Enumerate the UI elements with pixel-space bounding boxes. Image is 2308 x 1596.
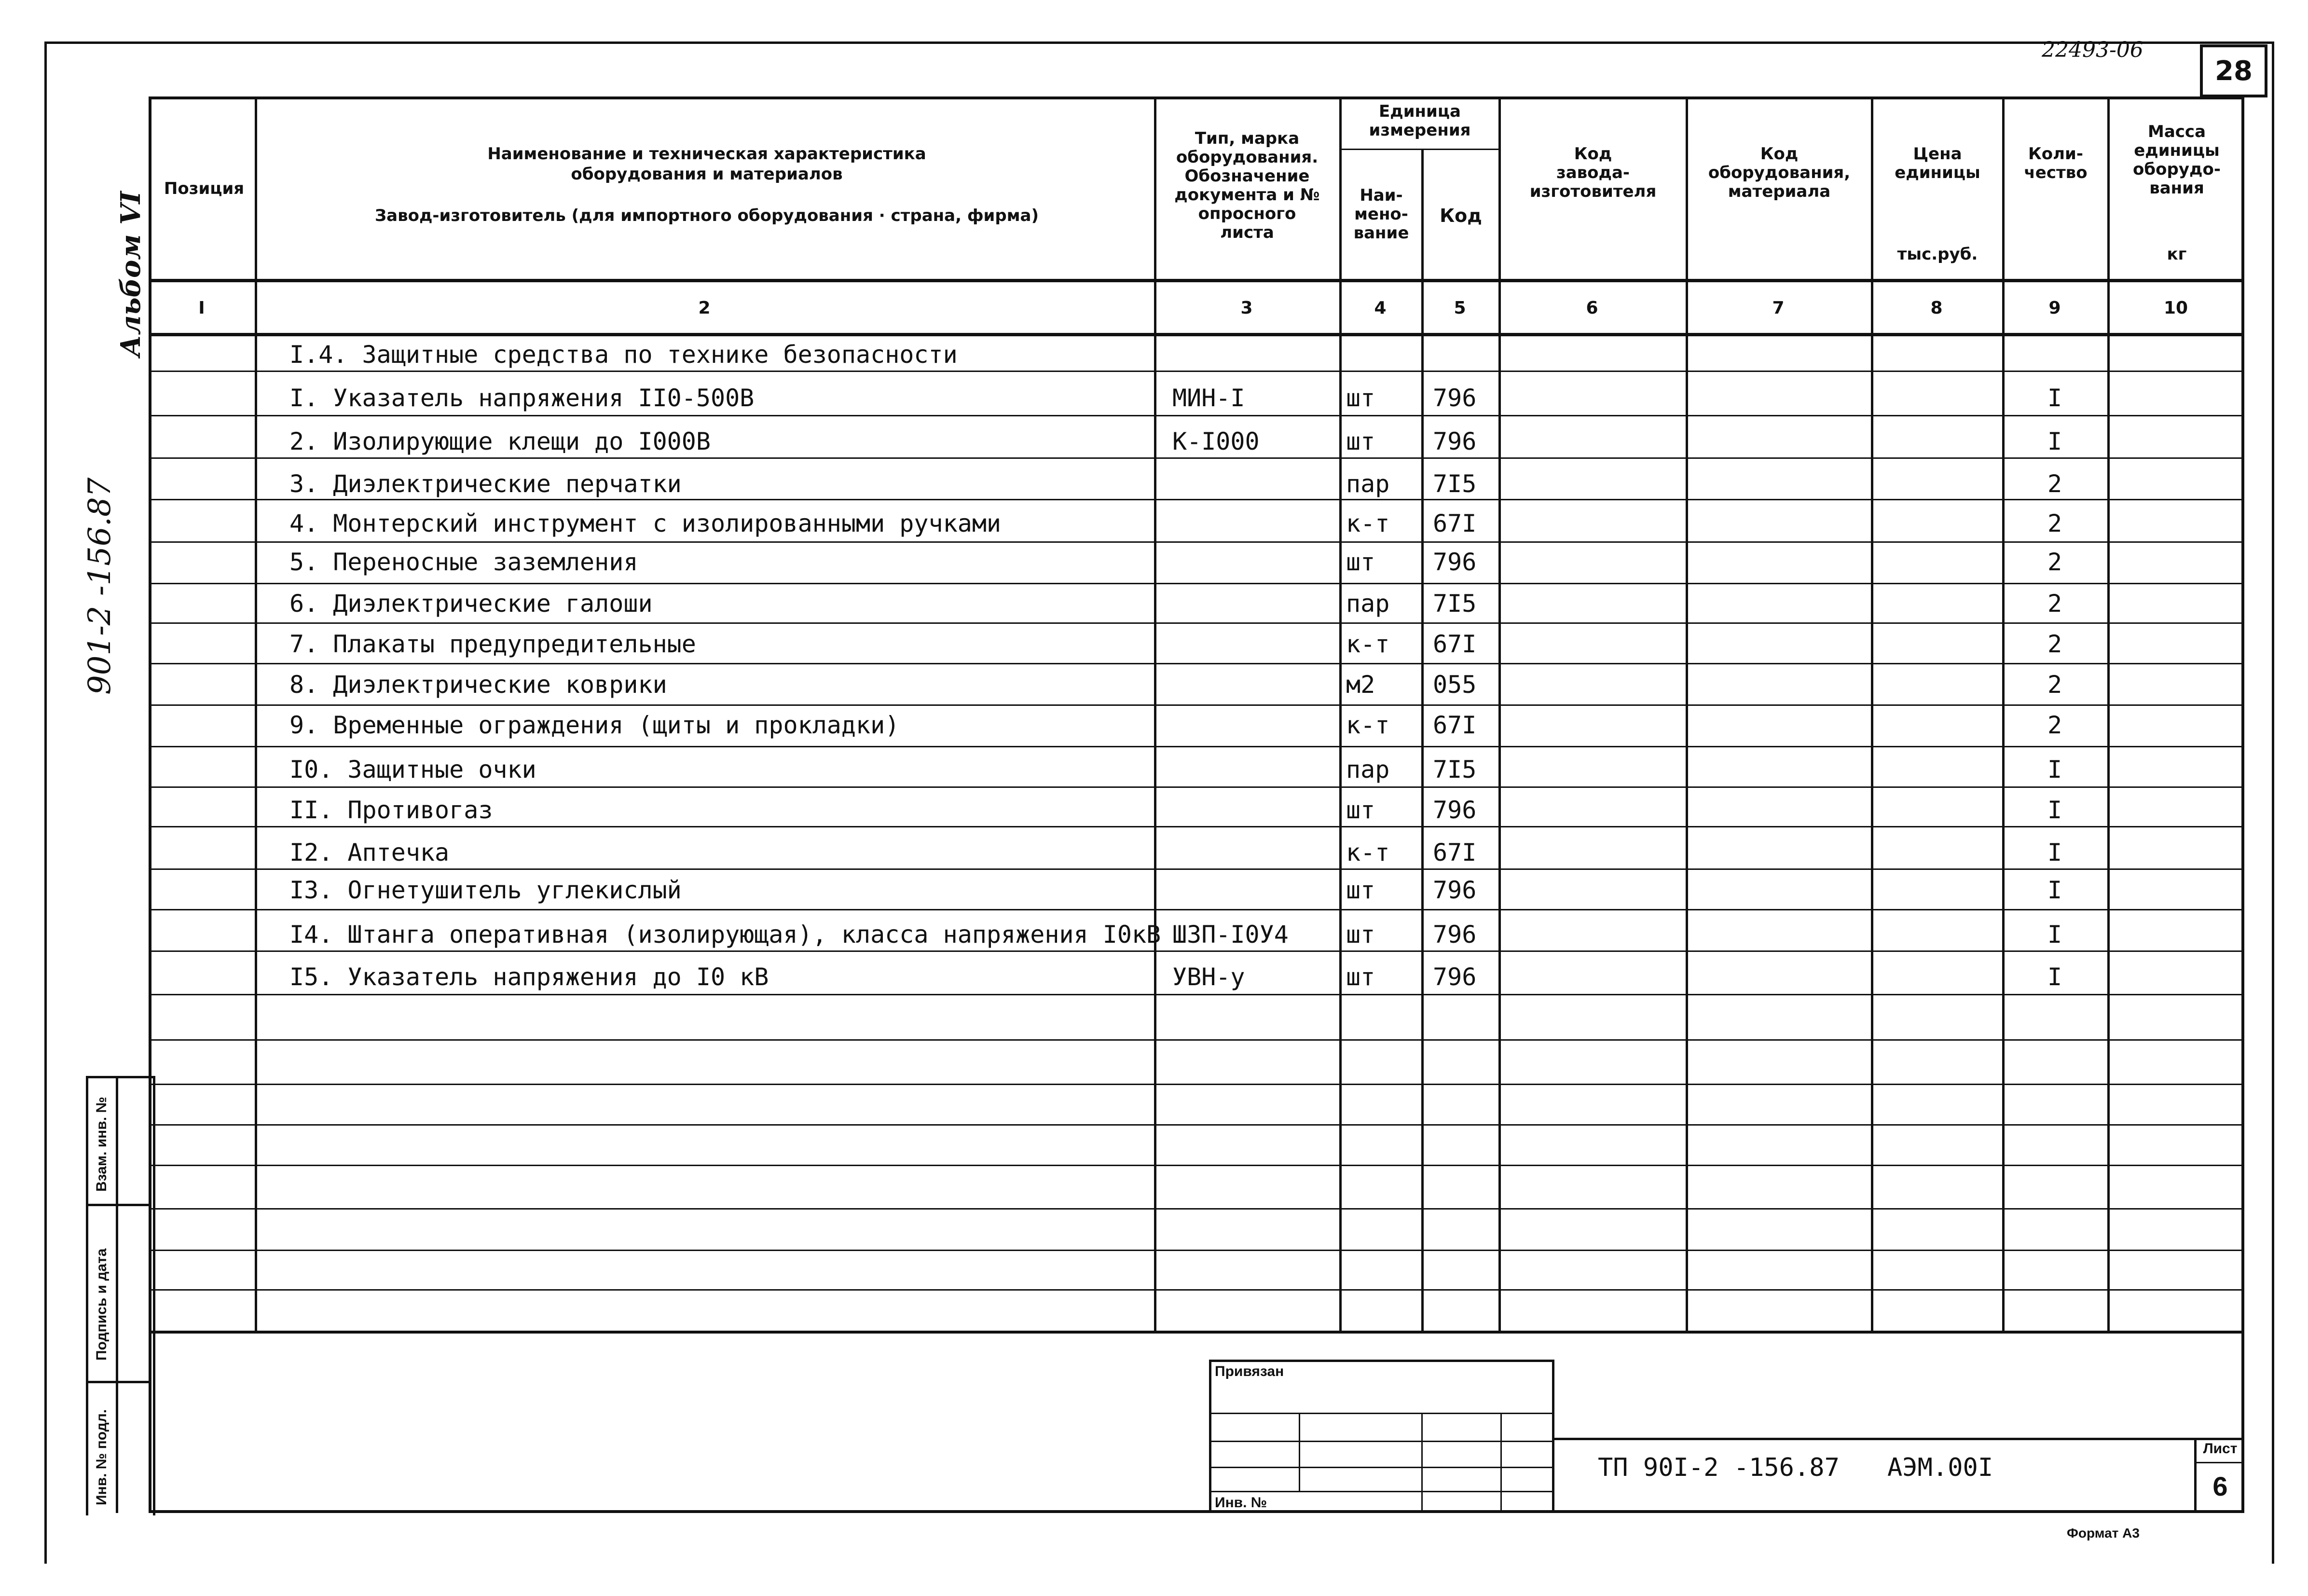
row-name: I3. Огнетушитель углекислый: [289, 876, 682, 904]
row-qty: 2: [2047, 470, 2062, 498]
row-code: 796: [1433, 876, 1477, 904]
row-type: УВН-у: [1172, 963, 1245, 991]
row-code: 796: [1433, 384, 1477, 412]
row-unit: шт: [1346, 548, 1375, 576]
row-code: 67I: [1433, 711, 1477, 739]
row-line: [149, 1165, 2244, 1166]
row-line: [149, 499, 2244, 500]
row-name: 6. Диэлектрические галоши: [289, 590, 653, 618]
row-code: 796: [1433, 427, 1477, 455]
header-col6: [1500, 145, 1686, 201]
row-unit: шт: [1346, 876, 1375, 904]
header-col4-l3: вание: [1353, 223, 1409, 243]
row-line: [149, 704, 2244, 706]
privyazan-label: Привязан: [1215, 1363, 1284, 1379]
row-unit: к-т: [1346, 711, 1390, 739]
colnum-4: 4: [1374, 298, 1387, 318]
row-code: 67I: [1433, 509, 1477, 537]
row-line: [149, 541, 2244, 543]
row-line: [149, 583, 2244, 584]
header-col8-l1: Цена: [1913, 144, 1962, 164]
list-number: 6: [2212, 1471, 2228, 1501]
row-line: [149, 909, 2244, 910]
row-qty: 2: [2047, 548, 2062, 576]
header-col7-l1: Код: [1760, 144, 1799, 164]
header-col3-l3: Обозначение: [1184, 166, 1310, 186]
row-qty: 2: [2047, 590, 2062, 618]
header-col3-l5: опросного: [1198, 204, 1296, 224]
row-line: [149, 1084, 2244, 1085]
header-col7-l2: оборудования,: [1708, 163, 1851, 183]
row-qty: I: [2047, 963, 2062, 991]
row-code: 7I5: [1433, 470, 1477, 498]
header-col7: [1688, 145, 1871, 201]
header-col10-l4: вания: [2149, 179, 2204, 198]
format-label: Формат А3: [2067, 1526, 2140, 1541]
header-col8-l2: единицы: [1895, 163, 1980, 183]
header-col3-l6: листа: [1220, 223, 1274, 243]
row-line: [149, 457, 2244, 459]
header-col6-l2: завода-: [1556, 163, 1630, 183]
row-qty: 2: [2047, 671, 2062, 699]
row-code: 796: [1433, 921, 1477, 949]
row-code: 055: [1433, 671, 1477, 699]
header-col2-line2: оборудования и материалов: [571, 165, 843, 184]
header-col3-l2: оборудования.: [1176, 148, 1319, 167]
row-unit: м2: [1346, 671, 1375, 699]
podpis-label: Подпись и дата: [94, 1248, 110, 1361]
row-code: 7I5: [1433, 590, 1477, 618]
row-name: I. Указатель напряжения II0-500В: [289, 384, 755, 412]
header-unit-group: [1341, 102, 1498, 140]
row-name: 4. Монтерский инструмент с изолированными ручками: [289, 509, 1002, 537]
colnum-1: I: [198, 298, 205, 318]
row-code: 796: [1433, 548, 1477, 576]
row-unit: шт: [1346, 921, 1375, 949]
colnum-10: 10: [2163, 298, 2188, 318]
row-line: [149, 622, 2244, 624]
header-col2-line3: Завод-изготовитель (для импортного оборудования · страна, фирма): [374, 206, 1039, 225]
privyazan-stamp: [1209, 1360, 1554, 1513]
row-code: 67I: [1433, 839, 1477, 867]
doc-number-top: 22493-06: [2042, 38, 2143, 62]
row-line: [149, 746, 2244, 747]
header-col2-line1: Наименование и техническая характеристика: [487, 144, 926, 164]
row-name: 3. Диэлектрические перчатки: [289, 470, 682, 498]
header-col6-l3: изготовителя: [1529, 182, 1657, 202]
row-line: [149, 868, 2244, 870]
colnum-5: 5: [1454, 298, 1466, 318]
colnum-6: 6: [1586, 298, 1598, 318]
row-name: 7. Плакаты предупредительные: [289, 630, 696, 658]
row-unit: пар: [1346, 470, 1390, 498]
row-code: 796: [1433, 963, 1477, 991]
row-name: 9. Временные ограждения (щиты и прокладки): [289, 711, 900, 739]
header-col9-l2: чество: [2024, 163, 2088, 183]
row-qty: 2: [2047, 711, 2062, 739]
row-name: I2. Аптечка: [289, 839, 450, 867]
colnum-2: 2: [698, 298, 711, 318]
header-col10-l1: Масса: [2147, 122, 2206, 141]
row-line: [149, 994, 2244, 995]
header-col3: [1156, 129, 1338, 243]
row-name: I4. Штанга оперативная (изолирующая), класса напряжения I0кВ: [289, 921, 1161, 949]
row-qty: I: [2047, 796, 2062, 824]
header-col10-l3: оборудо-: [2133, 160, 2221, 179]
row-unit: к-т: [1346, 630, 1390, 658]
row-code: 7I5: [1433, 756, 1477, 784]
row-unit: к-т: [1346, 509, 1390, 537]
colnum-9: 9: [2048, 298, 2061, 318]
row-qty: I: [2047, 756, 2062, 784]
row-type: К-I000: [1172, 427, 1260, 455]
row-name: II. Противогаз: [289, 796, 493, 824]
header-col3-l4: документа и №: [1174, 185, 1320, 205]
page-box: 28: [2200, 44, 2267, 97]
header-col9: [2004, 145, 2107, 182]
album-label: Альбом VI: [115, 191, 147, 357]
row-type: МИН-I: [1172, 384, 1245, 412]
header-unit-l1: Единица: [1379, 102, 1461, 121]
row-code: 67I: [1433, 630, 1477, 658]
row-qty: I: [2047, 876, 2062, 904]
row-qty: I: [2047, 384, 2062, 412]
colnum-8: 8: [1930, 298, 1943, 318]
row-line: [149, 950, 2244, 952]
inv-no-label: Инв. №: [1215, 1495, 1267, 1511]
row-unit: шт: [1346, 384, 1375, 412]
row-line: [149, 826, 2244, 827]
header-col10-unit: кг: [2167, 245, 2187, 264]
header-col6-l1: Код: [1574, 144, 1612, 164]
row-name: 8. Диэлектрические коврики: [289, 671, 667, 699]
vzam-label: Взам. инв. №: [94, 1097, 110, 1192]
row-unit: к-т: [1346, 839, 1390, 867]
row-qty: I: [2047, 427, 2062, 455]
row-line: [149, 1289, 2244, 1291]
header-col10-l2: единицы: [2134, 141, 2220, 161]
colnum-3: 3: [1240, 298, 1253, 318]
stamp-doc: ТП 90I-2 -156.87: [1598, 1453, 1840, 1482]
section-title: I.4. Защитные средства по технике безопасности: [289, 341, 958, 369]
row-line: [149, 1124, 2244, 1126]
row-name: I0. Защитные очки: [289, 756, 536, 784]
row-unit: пар: [1346, 590, 1390, 618]
row-line: [149, 786, 2244, 788]
header-col4-l1: Наи-: [1360, 186, 1403, 205]
header-col4-l2: мено-: [1354, 205, 1408, 224]
row-qty: 2: [2047, 509, 2062, 537]
row-name: 5. Переносные заземления: [289, 548, 638, 576]
row-code: 796: [1433, 796, 1477, 824]
header-col9-l1: Коли-: [2028, 144, 2083, 164]
row-unit: шт: [1346, 796, 1375, 824]
row-type: ШЗП-I0У4: [1172, 921, 1289, 949]
header-unit-l2: измерения: [1369, 121, 1471, 140]
row-name: I5. Указатель напряжения до I0 кВ: [289, 963, 769, 991]
row-qty: I: [2047, 839, 2062, 867]
header-col7-l3: материала: [1728, 182, 1831, 202]
row-unit: шт: [1346, 963, 1375, 991]
row-qty: 2: [2047, 630, 2062, 658]
row-unit: пар: [1346, 756, 1390, 784]
header-col8-unit: тыс.руб.: [1897, 245, 1978, 264]
row-qty: I: [2047, 921, 2062, 949]
side-doc-code: 901-2 -156.87: [82, 477, 118, 695]
row-line: [149, 1039, 2244, 1041]
row-unit: шт: [1346, 427, 1375, 455]
list-label: Лист: [2203, 1441, 2238, 1457]
header-col5: Код: [1440, 205, 1482, 226]
row-line: [149, 1250, 2244, 1251]
header-col10: [2109, 123, 2244, 198]
row-line: [149, 415, 2244, 416]
header-col3-l1: Тип, марка: [1195, 129, 1300, 148]
header-col4: [1341, 186, 1421, 243]
stamp-mark: АЭМ.00I: [1887, 1453, 1993, 1482]
row-line: [149, 1208, 2244, 1210]
inv-podl-label: Инв. № подл.: [94, 1409, 110, 1505]
colnum-7: 7: [1772, 298, 1785, 318]
header-col8: [1873, 145, 2002, 182]
header-col1: Позиция: [164, 179, 245, 198]
row-name: 2. Изолирующие клещи до I000В: [289, 427, 711, 455]
row-line: [149, 663, 2244, 664]
row-line: [149, 371, 2244, 372]
